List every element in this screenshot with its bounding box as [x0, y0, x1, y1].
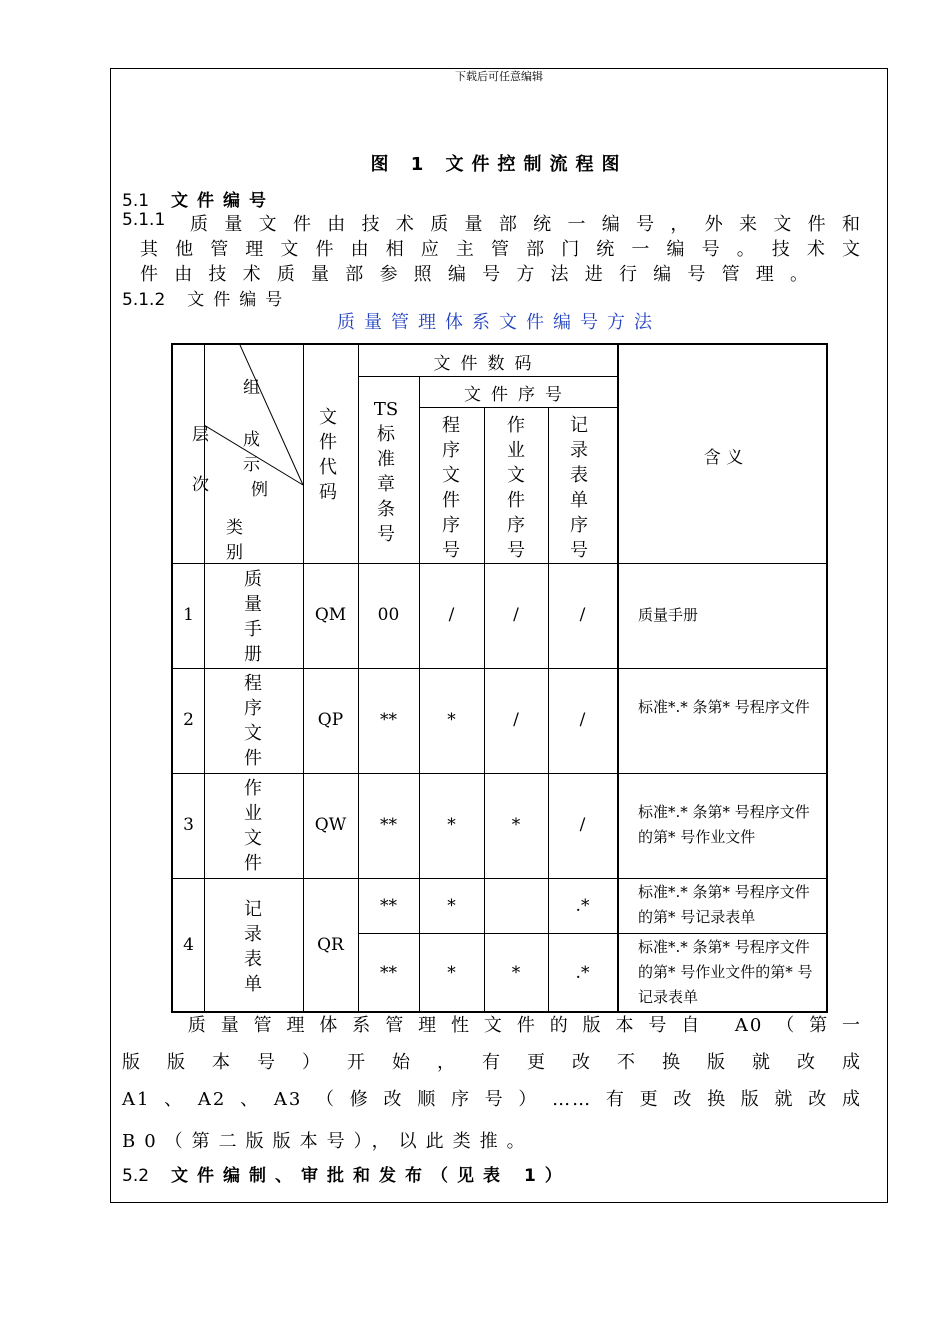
version-paragraph	[122, 1007, 862, 1118]
header-proc-seq: 程序文件序号	[442, 415, 460, 561]
para-line: 版版本号）开始，有更改不换版就改成	[122, 1052, 862, 1073]
diag-label: 例	[251, 480, 268, 500]
header-work-seq: 作业文件序号	[507, 415, 525, 561]
section-5-1-1-number: 5.1.1	[122, 210, 166, 230]
figure-title: 图 1 文件控制流程图	[370, 154, 628, 175]
row-rec: /	[579, 710, 586, 730]
row-ts: **	[380, 710, 397, 730]
row-rec: /	[579, 815, 586, 835]
diag-label: 类	[226, 518, 243, 538]
row-type: 质量手册	[244, 569, 262, 665]
header-file-code: 文件代码	[319, 407, 337, 503]
para-line: A1、A2、A3（修改顺序号）……有更改换版就改成	[122, 1089, 862, 1110]
row-meaning: 标准*.* 条第* 号程序文件	[638, 698, 810, 716]
row-rec: .*	[575, 896, 590, 916]
numbering-table	[171, 343, 828, 1013]
row-meaning: 标准*.* 条第* 号程序文件的第* 号记录表单	[638, 883, 810, 926]
section-5-1-2-heading	[122, 285, 291, 310]
row-proc: *	[447, 963, 456, 983]
section-title: 文件编制、审批和发布（见表 1）	[171, 1166, 571, 1186]
row-ts: **	[380, 896, 397, 916]
row-proc: /	[448, 605, 455, 625]
section-title: 文件编号	[187, 290, 292, 310]
diag-label: 组	[243, 378, 260, 398]
header-ts-clause: TS标准章条号	[373, 399, 399, 545]
diag-label: 示	[243, 455, 260, 475]
row-code: QP	[317, 710, 344, 730]
section-number: 5.2	[122, 1166, 150, 1186]
diag-label: 层	[192, 425, 209, 445]
row-proc: *	[447, 815, 456, 835]
diag-label: 别	[226, 543, 243, 563]
row-type: 程序文件	[244, 673, 262, 769]
row-work: *	[511, 815, 521, 835]
row-proc: *	[447, 710, 456, 730]
section-5-1-heading	[122, 186, 275, 211]
row-level: 2	[183, 710, 194, 730]
para-last-line: B0（第二版版本号），以此类推。	[122, 1131, 534, 1152]
row-work: /	[513, 710, 519, 730]
row-ts: **	[380, 963, 397, 983]
header-meaning: 含 义	[703, 448, 744, 468]
header-file-seq: 文件序号	[464, 385, 572, 405]
section-number: 5.1	[122, 191, 150, 211]
row-work: /	[513, 605, 519, 625]
row-type: 记录表单	[244, 899, 262, 995]
row-rec: /	[579, 605, 586, 625]
row-work: *	[511, 963, 521, 983]
table-title: 质量管理体系文件编号方法	[337, 312, 661, 333]
section-5-1-1-line-3: 件由技术质量部参照编号方法进行编号管理。	[140, 264, 810, 285]
row-code: QM	[314, 605, 347, 625]
section-5-1-1-line-1: 质量文件由技术质量部统一编号，外来文件和	[190, 214, 862, 235]
diag-label: 次	[192, 475, 209, 495]
header-record-seq: 记录表单序号	[570, 415, 588, 561]
row-level: 4	[183, 935, 194, 955]
section-title: 文件编号	[171, 191, 276, 211]
row-level: 3	[183, 815, 194, 835]
section-5-1-1-line-2: 其他管理文件由相应主管部门统一编号。技术文	[140, 239, 862, 260]
row-level: 1	[183, 605, 194, 625]
row-rec: .*	[575, 963, 590, 983]
row-ts: **	[380, 815, 397, 835]
row-code: QW	[314, 815, 347, 835]
row-meaning: 标准*.* 条第* 号程序文件的第* 号作业文件	[638, 803, 810, 846]
row-code: QR	[317, 935, 344, 955]
row-meaning: 标准*.* 条第* 号程序文件的第* 号作业文件的第* 号记录表单	[638, 938, 813, 1006]
row-meaning: 质量手册	[638, 606, 699, 624]
section-5-2-heading	[122, 1161, 571, 1186]
diag-label: 成	[243, 430, 260, 450]
row-ts: 00	[377, 605, 400, 625]
section-number: 5.1.2	[122, 290, 166, 310]
header-file-number: 文件数码	[433, 354, 542, 374]
row-proc: *	[447, 896, 456, 916]
header-note: 下载后可任意编辑	[455, 70, 543, 83]
row-type: 作业文件	[244, 778, 262, 874]
para-line: 质量管理体系管理性文件的版本号自 A0（第一	[122, 1015, 862, 1036]
